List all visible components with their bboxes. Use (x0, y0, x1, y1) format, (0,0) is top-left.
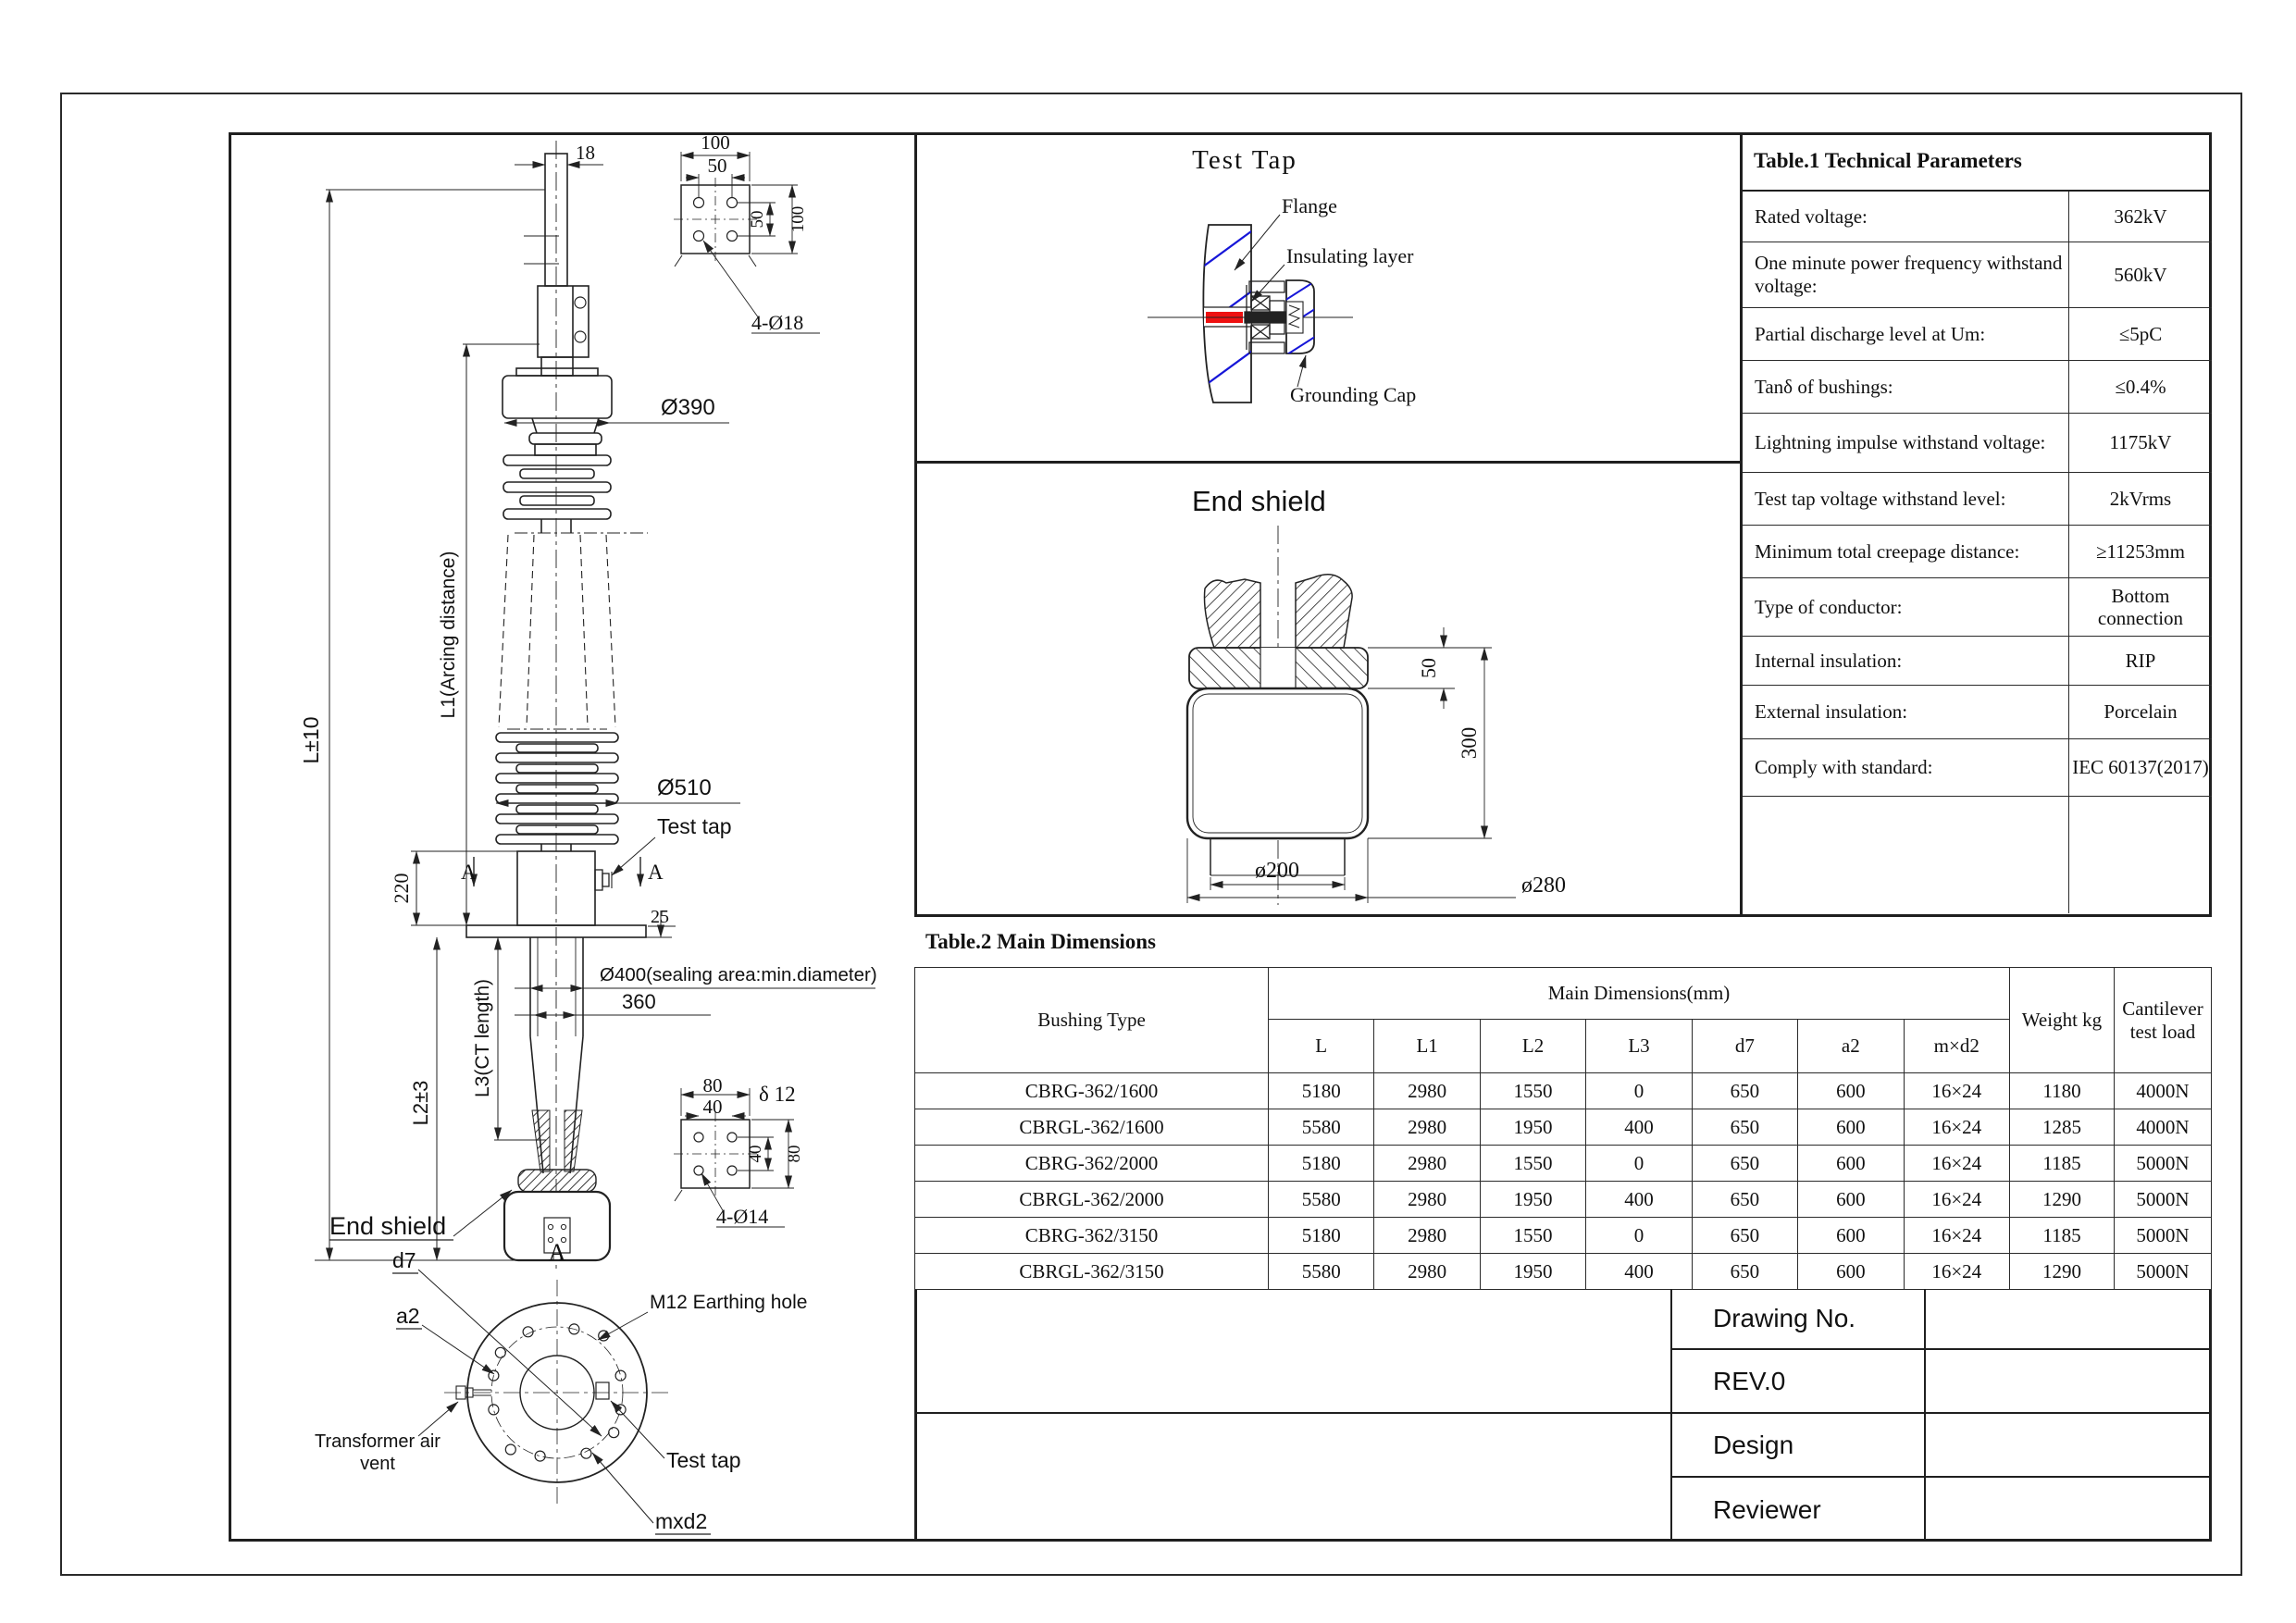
table-row (1743, 526, 2212, 578)
cell: 1550 (1480, 1073, 1585, 1109)
label-flange: Flange (1282, 194, 1337, 217)
title-block-row (1672, 1350, 2212, 1414)
label-test-tap-plan: Test tap (666, 1448, 741, 1472)
table-row-empty (1743, 797, 2212, 913)
design-value (1926, 1414, 2212, 1476)
table1-title: Table.1 Technical Parameters (1743, 132, 2212, 192)
label-end-shield: End shield (329, 1212, 447, 1240)
dim-80-bot: 80 (702, 1074, 723, 1096)
table-row (1743, 414, 2212, 473)
cell: 0 (1586, 1146, 1692, 1182)
test-tap-boss (595, 870, 602, 890)
flange-hatch (1175, 199, 1296, 467)
t1-label: One minute power frequency withstand voltage: (1755, 252, 2063, 297)
col-L: L (1269, 1020, 1374, 1073)
design-label: Design (1672, 1414, 1926, 1476)
cell: 16×24 (1904, 1254, 2009, 1290)
col-L2: L2 (1480, 1020, 1585, 1073)
cell: 5000N (2115, 1254, 2212, 1290)
cell: 1180 (2010, 1073, 2115, 1109)
cell: 1290 (2010, 1254, 2115, 1290)
table2-title: Table.2 Main Dimensions (925, 930, 1157, 953)
table-row (1743, 242, 2212, 308)
dim-L3: L3(CT length) (472, 978, 493, 1098)
dim-delta12: δ 12 (759, 1083, 796, 1106)
title-block-row (1672, 1414, 2212, 1478)
bushing-elevation-drawing (229, 132, 916, 1542)
end-shield-detail-drawing (916, 464, 1740, 914)
t1-value: 2kVrms (2068, 473, 2212, 525)
view-a-label: A (548, 1239, 566, 1266)
main-dimensions-table (914, 914, 2212, 1289)
end-shield-section (1187, 526, 1516, 905)
bottom-end-shield (504, 1110, 610, 1260)
t1-value: ≤5pC (2068, 308, 2212, 360)
cell: 650 (1692, 1182, 1797, 1218)
cell: 1950 (1480, 1254, 1585, 1290)
reviewer-value (1926, 1478, 2212, 1542)
t1-label (1743, 797, 2068, 913)
cell: 650 (1692, 1109, 1797, 1146)
cell: 4000N (2115, 1073, 2212, 1109)
cell: 1550 (1480, 1146, 1585, 1182)
cell: 5580 (1269, 1109, 1374, 1146)
cell: 600 (1798, 1146, 1904, 1182)
plan-test-tap (596, 1382, 609, 1399)
cell: 16×24 (1904, 1073, 2009, 1109)
cell: 600 (1798, 1254, 1904, 1290)
middle-cone-dashed (499, 533, 648, 729)
col-main-dimensions: Main Dimensions(mm) (1269, 968, 2010, 1020)
top-flange (503, 376, 612, 418)
dim-100-right: 100 (788, 205, 808, 233)
lower-sheds (496, 733, 618, 851)
drawing-no-label: Drawing No. (1672, 1289, 1926, 1348)
title-block-row (1672, 1289, 2212, 1350)
cell: 5580 (1269, 1254, 1374, 1290)
t1-label: Lightning impulse withstand voltage: (1755, 431, 2046, 454)
col-a2: a2 (1798, 1020, 1904, 1073)
cell-type: CBRG-362/2000 (915, 1146, 1269, 1182)
cell: 1950 (1480, 1109, 1585, 1146)
cell: 2980 (1374, 1182, 1480, 1218)
dim-390: Ø390 (661, 395, 715, 420)
cell: 650 (1692, 1146, 1797, 1182)
title-block-empty-area (914, 1289, 1672, 1542)
cell: 400 (1586, 1254, 1692, 1290)
cell: 650 (1692, 1254, 1797, 1290)
t1-label: Minimum total creepage distance: (1755, 539, 2020, 563)
t1-value: ≤0.4% (2068, 361, 2212, 413)
label-d7: d7 (392, 1248, 416, 1272)
label-4-d14: 4-Ø14 (716, 1205, 769, 1228)
cell: 650 (1692, 1073, 1797, 1109)
cell: 600 (1798, 1182, 1904, 1218)
cell: 16×24 (1904, 1218, 2009, 1254)
test-tap-labels (1192, 145, 1416, 406)
label-mxd2: mxd2 (655, 1509, 708, 1533)
t1-value: 1175kV (2068, 414, 2212, 472)
table-row (915, 1073, 2212, 1109)
table-row (915, 1182, 2212, 1218)
title-block-row (1672, 1478, 2212, 1542)
marker-a-right: A (648, 861, 664, 884)
col-L1: L1 (1374, 1020, 1480, 1073)
dim-510: Ø510 (657, 775, 712, 800)
cell-type: CBRGL-362/3150 (915, 1254, 1269, 1290)
t1-label: Test tap voltage withstand level: (1755, 487, 2006, 510)
label-a2: a2 (396, 1304, 420, 1328)
cell: 5580 (1269, 1182, 1374, 1218)
cell: 0 (1586, 1073, 1692, 1109)
table2-grid (914, 967, 2212, 1290)
terminal-pad-detail (674, 152, 820, 333)
cell: 600 (1798, 1218, 1904, 1254)
t1-value: RIP (2068, 637, 2212, 685)
title-block (1670, 1289, 2212, 1542)
table-row (1743, 637, 2212, 686)
t1-value: 560kV (2068, 242, 2212, 307)
col-d7: d7 (1692, 1020, 1797, 1073)
cell: 5180 (1269, 1218, 1374, 1254)
t1-label: Tanδ of bushings: (1755, 375, 1893, 398)
dim-L1: L1(Arcing distance) (438, 551, 459, 719)
table-row (915, 1146, 2212, 1182)
t1-label: Type of conductor: (1755, 595, 1903, 618)
drawing-no-value (1926, 1289, 2212, 1348)
cell: 16×24 (1904, 1109, 2009, 1146)
cell: 1550 (1480, 1218, 1585, 1254)
t1-label: Partial discharge level at Um: (1755, 322, 1986, 345)
dim-50-right: 50 (748, 210, 767, 229)
cell: 5000N (2115, 1182, 2212, 1218)
t1-label: Rated voltage: (1755, 204, 1868, 228)
dim-L2: L2±3 (409, 1080, 432, 1126)
dim-40-bot-right: 40 (746, 1145, 765, 1163)
mounting-flange (466, 851, 646, 937)
dim-18: 18 (576, 142, 595, 164)
stem-left (1204, 579, 1260, 648)
cell: 2980 (1374, 1146, 1480, 1182)
dim-40-bot: 40 (702, 1096, 723, 1118)
dim-50-shield: 50 (1417, 658, 1440, 678)
table-row (1743, 578, 2212, 637)
cell: 5000N (2115, 1146, 2212, 1182)
cell: 2980 (1374, 1109, 1480, 1146)
empty-cell (914, 1289, 1672, 1414)
dim-50-top: 50 (707, 155, 727, 177)
table-row (915, 1218, 2212, 1254)
shield-body (1187, 688, 1368, 838)
cell: 5180 (1269, 1073, 1374, 1109)
cell: 400 (1586, 1182, 1692, 1218)
label-air-vent-1: Transformer air (315, 1431, 441, 1452)
t1-value: 362kV (2068, 192, 2212, 242)
cell: 1185 (2010, 1218, 2115, 1254)
t1-value: Porcelain (2068, 686, 2212, 738)
dim-80-bot-right: 80 (785, 1145, 804, 1163)
test-tap-assembly (1148, 199, 1353, 467)
label-grounding-cap: Grounding Cap (1290, 383, 1417, 406)
cell: 1290 (2010, 1182, 2115, 1218)
rev-value (1926, 1350, 2212, 1412)
test-tap-title: Test Tap (1192, 145, 1297, 175)
dim-25: 25 (651, 907, 669, 927)
cell: 5000N (2115, 1218, 2212, 1254)
reviewer-label: Reviewer (1672, 1478, 1926, 1542)
dim-L: L±10 (299, 716, 323, 764)
label-m12: M12 Earthing hole (650, 1292, 808, 1313)
end-shield-title: End shield (1192, 485, 1326, 517)
t1-label: External insulation: (1755, 700, 1908, 724)
col-bushing-type: Bushing Type (915, 968, 1269, 1073)
table-row (1743, 308, 2212, 361)
t1-label: Comply with standard: (1755, 756, 1933, 779)
table-row (1743, 192, 2212, 242)
dim-280-shield: ø280 (1521, 873, 1566, 898)
label-4-d18: 4-Ø18 (751, 311, 804, 334)
upper-sheds (503, 455, 611, 533)
cell: 1185 (2010, 1146, 2115, 1182)
cell: 400 (1586, 1109, 1692, 1146)
cell: 2980 (1374, 1254, 1480, 1290)
bushing-body (466, 141, 648, 1272)
table-row (1743, 739, 2212, 797)
cell: 16×24 (1904, 1146, 2009, 1182)
t1-value: Bottom connection (2068, 578, 2212, 636)
col-weight: Weight kg (2010, 968, 2115, 1073)
col-mxd2: m×d2 (1904, 1020, 2009, 1073)
col-cantilever: Cantilever test load (2115, 968, 2212, 1073)
test-tap-detail-drawing (916, 132, 1740, 461)
table-row (1743, 361, 2212, 414)
cell: 2980 (1374, 1218, 1480, 1254)
table-row (915, 1109, 2212, 1146)
cell: 5180 (1269, 1146, 1374, 1182)
dim-360: 360 (622, 990, 656, 1013)
dim-220: 220 (390, 873, 413, 904)
marker-a-left: A (461, 861, 477, 884)
cell-type: CBRGL-362/2000 (915, 1182, 1269, 1218)
t1-label: Internal insulation: (1755, 649, 1903, 672)
rev-label: REV.0 (1672, 1350, 1926, 1412)
col-L3: L3 (1586, 1020, 1692, 1073)
dim-300-shield: 300 (1458, 726, 1481, 760)
cell: 1950 (1480, 1182, 1585, 1218)
dim-200-shield: ø200 (1255, 859, 1299, 883)
cell: 600 (1798, 1073, 1904, 1109)
dim-100-top: 100 (701, 131, 730, 154)
cell-type: CBRG-362/3150 (915, 1218, 1269, 1254)
label-insulating-layer: Insulating layer (1286, 244, 1414, 267)
cell: 4000N (2115, 1109, 2212, 1146)
table-row (1743, 686, 2212, 739)
dim-seal: Ø400(sealing area:min.diameter) (600, 964, 877, 985)
cell-type: CBRGL-362/1600 (915, 1109, 1269, 1146)
t1-value (2068, 797, 2212, 913)
cell: 0 (1586, 1218, 1692, 1254)
t1-value: IEC 60137(2017) (2068, 739, 2212, 796)
table-row (1743, 473, 2212, 526)
cell: 1285 (2010, 1109, 2115, 1146)
cell-type: CBRG-362/1600 (915, 1073, 1269, 1109)
table-row (915, 1254, 2212, 1290)
empty-cell (914, 1414, 1672, 1542)
cell: 600 (1798, 1109, 1904, 1146)
cell: 650 (1692, 1218, 1797, 1254)
label-test-tap: Test tap (657, 814, 732, 838)
t1-value: ≥11253mm (2068, 526, 2212, 577)
technical-parameters-table (1740, 132, 2212, 916)
stem-right (1296, 575, 1352, 648)
cell: 2980 (1374, 1073, 1480, 1109)
cell: 16×24 (1904, 1182, 2009, 1218)
label-air-vent-2: vent (360, 1454, 395, 1474)
